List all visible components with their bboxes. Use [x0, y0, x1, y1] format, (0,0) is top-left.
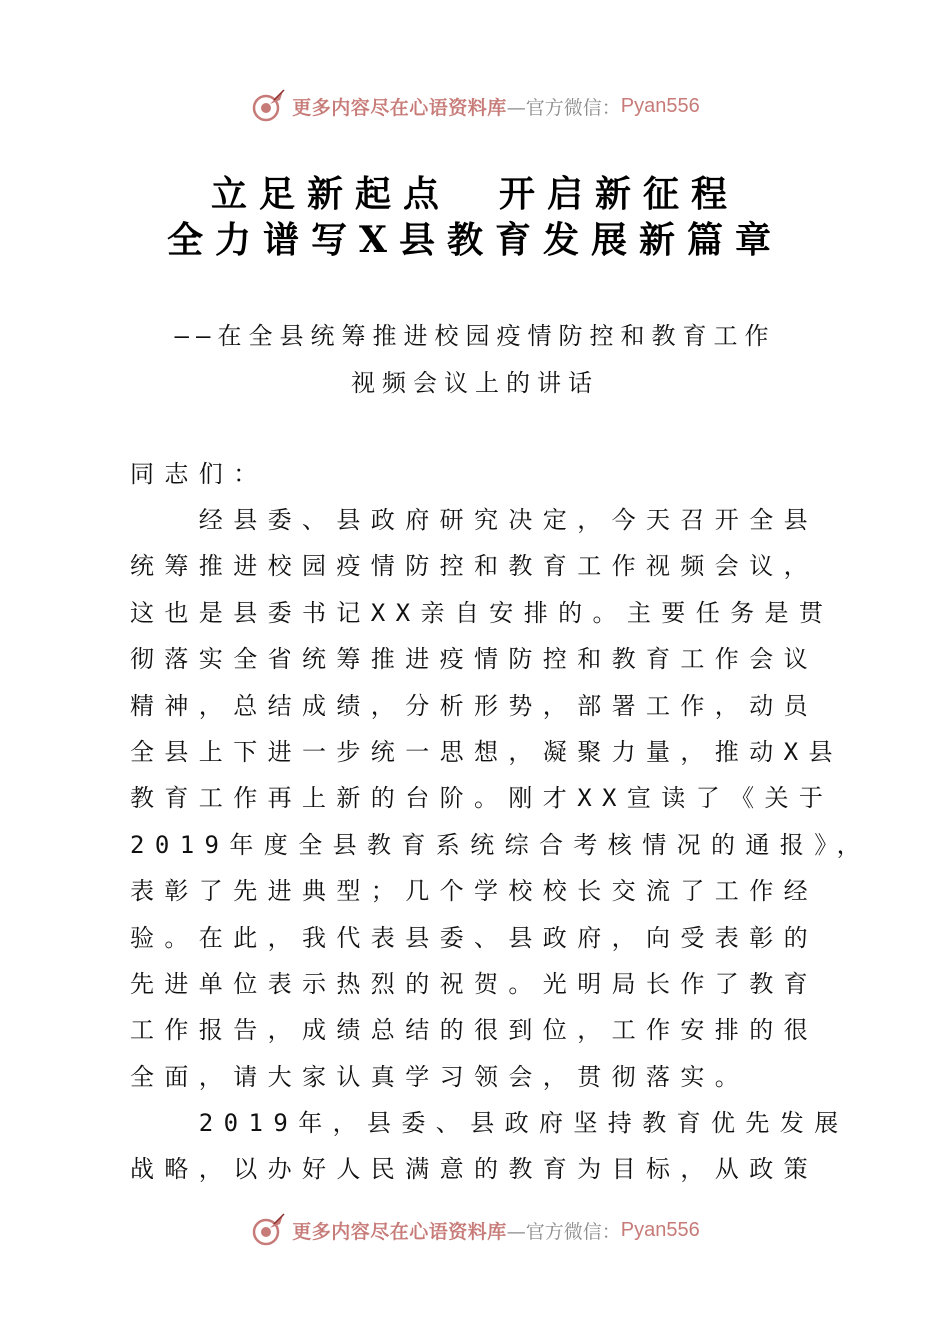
body-line: 表彰了先进典型；几个学校校长交流了工作经 [130, 877, 818, 906]
watermark-wechat-id: Pyan556 [620, 94, 700, 117]
watermark-separator: —官方微信： [506, 1220, 621, 1243]
body-line: 战略，以办好人民满意的教育为目标，从政策 [130, 1155, 818, 1184]
title-line-2: 全力谱写X县教育发展新篇章 [167, 219, 783, 261]
body-line: 教育工作再上新的台阶。刚才XX宣读了《关于 [130, 784, 834, 813]
body-line: 全县上下进一步统一思想，凝聚力量，推动X县 [130, 737, 843, 766]
body-line: 2019年，县委、县政府坚持教育优先发展 [130, 1109, 849, 1138]
body-line: 全面，请大家认真学习领会，贯彻落实。 [130, 1062, 750, 1091]
body-line: 工作报告，成绩总结的很到位，工作安排的很 [130, 1016, 818, 1045]
body-line: 2019年度全县教育系统综合考核情况的通报》， [130, 830, 871, 859]
watermark-main-text: 更多内容尽在心语资料库 [292, 1220, 507, 1243]
quill-pen-circle-icon [250, 88, 286, 124]
body-line: 这也是县委书记XX亲自安排的。主要任务是贯 [130, 598, 834, 627]
subtitle-line-2: 视频会议上的讲话 [351, 369, 599, 397]
body-line: 验。在此，我代表县委、县政府，向受表彰的 [130, 923, 818, 952]
watermark-separator: —官方微信： [506, 96, 621, 119]
body-line: 精神，总结成绩，分析形势，部署工作，动员 [130, 691, 818, 720]
body-line: 统筹推进校园疫情防控和教育工作视频会议， [130, 552, 818, 581]
body-line: 经县委、县政府研究决定，今天召开全县 [130, 506, 818, 534]
subtitle-line-1: ——在全县统筹推进校园疫情防控和教育工作 [174, 322, 776, 350]
watermark-main-text: 更多内容尽在心语资料库 [292, 96, 507, 119]
quill-pen-circle-icon [250, 1212, 286, 1248]
body-line: 彻落实全省统筹推进疫情防控和教育工作会议 [130, 645, 818, 674]
watermark-footer [0, 1208, 950, 1252]
title-line-1: 立足新起点 开启新征程 [210, 173, 739, 215]
greeting: 同志们： [130, 460, 268, 488]
watermark-wechat-id: Pyan556 [620, 1218, 700, 1241]
body-line: 先进单位表示热烈的祝贺。光明局长作了教育 [130, 969, 818, 998]
watermark-header [0, 84, 950, 128]
speech-body [130, 497, 871, 1193]
